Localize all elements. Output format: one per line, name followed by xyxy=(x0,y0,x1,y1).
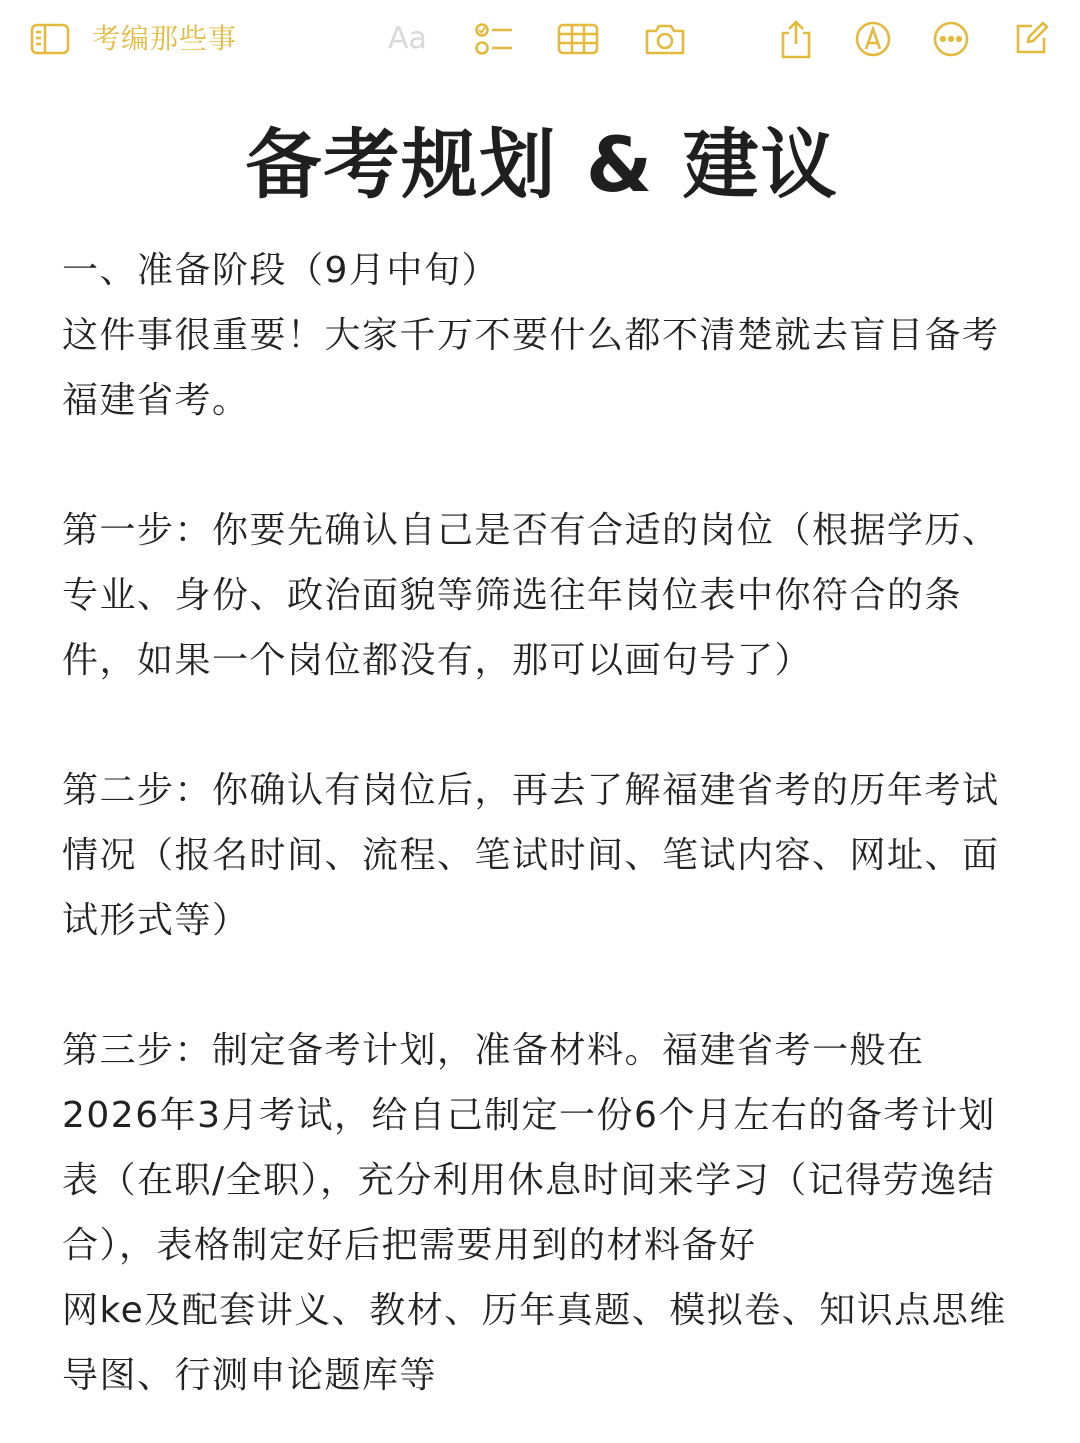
intro-paragraph: 这件事很重要！大家千万不要什么都不清楚就去盲目备考福建省考。 xyxy=(62,315,1000,421)
note-body[interactable] xyxy=(62,100,1022,1408)
blank-line xyxy=(62,693,1022,758)
more-icon[interactable] xyxy=(930,18,972,60)
camera-icon[interactable] xyxy=(642,18,688,60)
format-text-button[interactable]: Aa xyxy=(388,21,427,56)
compose-icon[interactable] xyxy=(1010,18,1052,60)
checklist-icon[interactable] xyxy=(472,18,516,60)
sidebar-icon[interactable] xyxy=(28,18,72,60)
materials-paragraph: 网ke及配套讲义、教材、历年真题、模拟卷、知识点思维导图、行测申论题库等 xyxy=(62,1290,1007,1396)
section-heading: 一、准备阶段（9月中旬） xyxy=(62,250,499,291)
blank-line xyxy=(62,953,1022,1018)
notes-toolbar xyxy=(0,0,1080,80)
share-icon[interactable] xyxy=(776,18,816,60)
table-icon[interactable] xyxy=(556,18,600,60)
back-folder-link[interactable]: 考编那些事 xyxy=(92,22,238,55)
note-title: 备考规划 & 建议 xyxy=(245,120,839,209)
step-three-paragraph: 第三步：制定备考计划，准备材料。福建省考一般在2026年3月考试，给自己制定一份6个月左右的备考计划表（在职/全职），充分利用休息时间来学习（记得劳逸结合），表格制定好后把需要用到的材料备好 xyxy=(62,1030,996,1266)
markup-pen-icon[interactable] xyxy=(852,18,894,60)
blank-line xyxy=(62,433,1022,498)
step-two-paragraph: 第二步：你确认有岗位后，再去了解福建省考的历年考试情况（报名时间、流程、笔试时间、笔试内容、网址、面试形式等） xyxy=(62,770,1000,941)
step-one-paragraph: 第一步：你要先确认自己是否有合适的岗位（根据学历、专业、身份、政治面貌等筛选往年岗位表中你符合的条件，如果一个岗位都没有，那可以画句号了） xyxy=(62,510,1000,681)
